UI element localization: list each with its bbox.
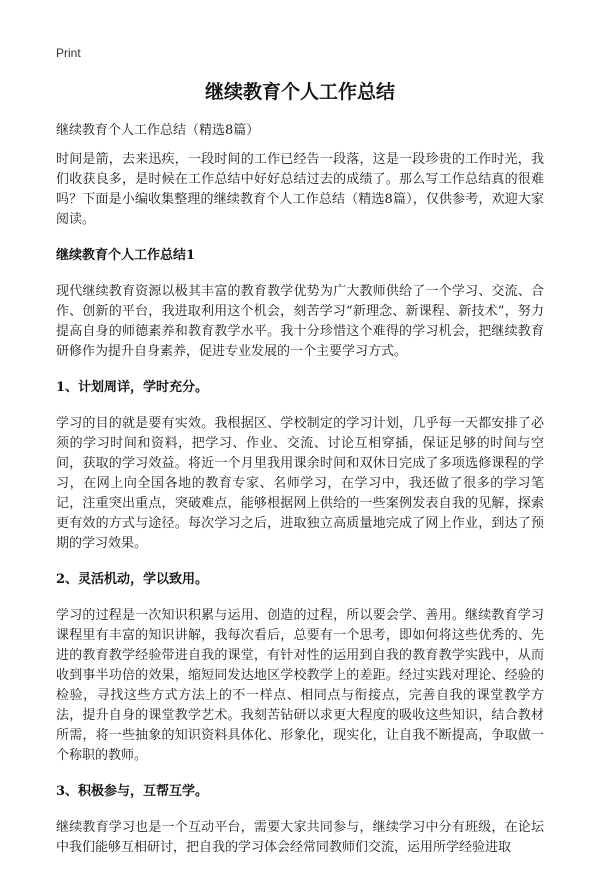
intro-paragraph: 时间是箭，去来迅疾，一段时间的工作已经告一段落，这是一段珍贵的工作时光，我们收获良多，是时候在工作总结中好好总结过去的成绩了。那么写工作总结真的很难吗？下面是小编收集整理的继续教育个人工作总结（精选8篇），仅供参考，欢迎大家阅读。 xyxy=(56,152,544,227)
section-paragraph: 现代继续教育资源以极其丰富的教育教学优势为广大教师供给了一个学习、交流、合作、创新的平台，我进取利用这个机会，刻苦学习“新理念、新课程、新技术”，努力提高自身的师德素养和教育教学水平。我十分珍惜这个难得的学习机会，把继续教育研修作为提升自身素养，促进专业发展的一个主要学习方式。 xyxy=(56,284,544,359)
section-heading: 继续教育个人工作总结1 xyxy=(56,248,196,263)
point-paragraph: 继续教育学习也是一个互动平台，需要大家共同参与，继续学习中分有班级，在论坛中我们能够互相研讨，把自我的学习体会经常同教师们交流，运用所学经验进取 xyxy=(56,820,544,855)
document-subtitle: 继续教育个人工作总结（精选8篇） xyxy=(56,123,260,138)
point-heading: 3、积极参与，互帮互学。 xyxy=(56,784,209,799)
page-title: 继续教育个人工作总结 xyxy=(204,81,395,103)
point-heading: 1、计划周详，学时充分。 xyxy=(56,380,209,395)
print-link[interactable]: Print xyxy=(56,46,81,60)
point-heading: 2、灵活机动，学以致用。 xyxy=(56,572,209,587)
point-paragraph: 学习的过程是一次知识积累与运用、创造的过程，所以要会学、善用。继续教育学习课程里有丰富的知识讲解，我每次看后，总要有一个思考，即如何将这些优秀的、先进的教育教学经验带进自我的课堂，有针对性的运用到自我的教育教学实践中，从而收到事半功倍的效果，缩短同发达地区学校教学上的差距。经过实践对理论、经验的检验，寻找这些方式方法上的不一样点、相同点与衔接点，完善自我的课堂教学方法，提升自身的课堂教学艺术。我刻苦钻研以求更大程度的吸收这些知识，结合教材所需，将一些抽象的知识资料具体化、形象化，现实化，让自我不断提高，争取做一个称职的教师。 xyxy=(56,608,544,763)
point-paragraph: 学习的目的就是要有实效。我根据区、学校制定的学习计划，几乎每一天都安排了必须的学习时间和资料，把学习、作业、交流、讨论互相穿插，保证足够的时间与空间，获取的学习效益。将近一个月里我用课余时间和双休日完成了多项选修课程的学习，在网上向全国各地的教育专家、名师学习，在学习中，我还做了很多的学习笔记，注重突出重点，突破难点，能够根据网上供给的一些案例发表自我的见解，探索更有效的方式与途径。每次学习之后，进取独立高质量地完成了网上作业，到达了预期的学习效果。 xyxy=(56,416,544,551)
document-body xyxy=(56,150,544,874)
